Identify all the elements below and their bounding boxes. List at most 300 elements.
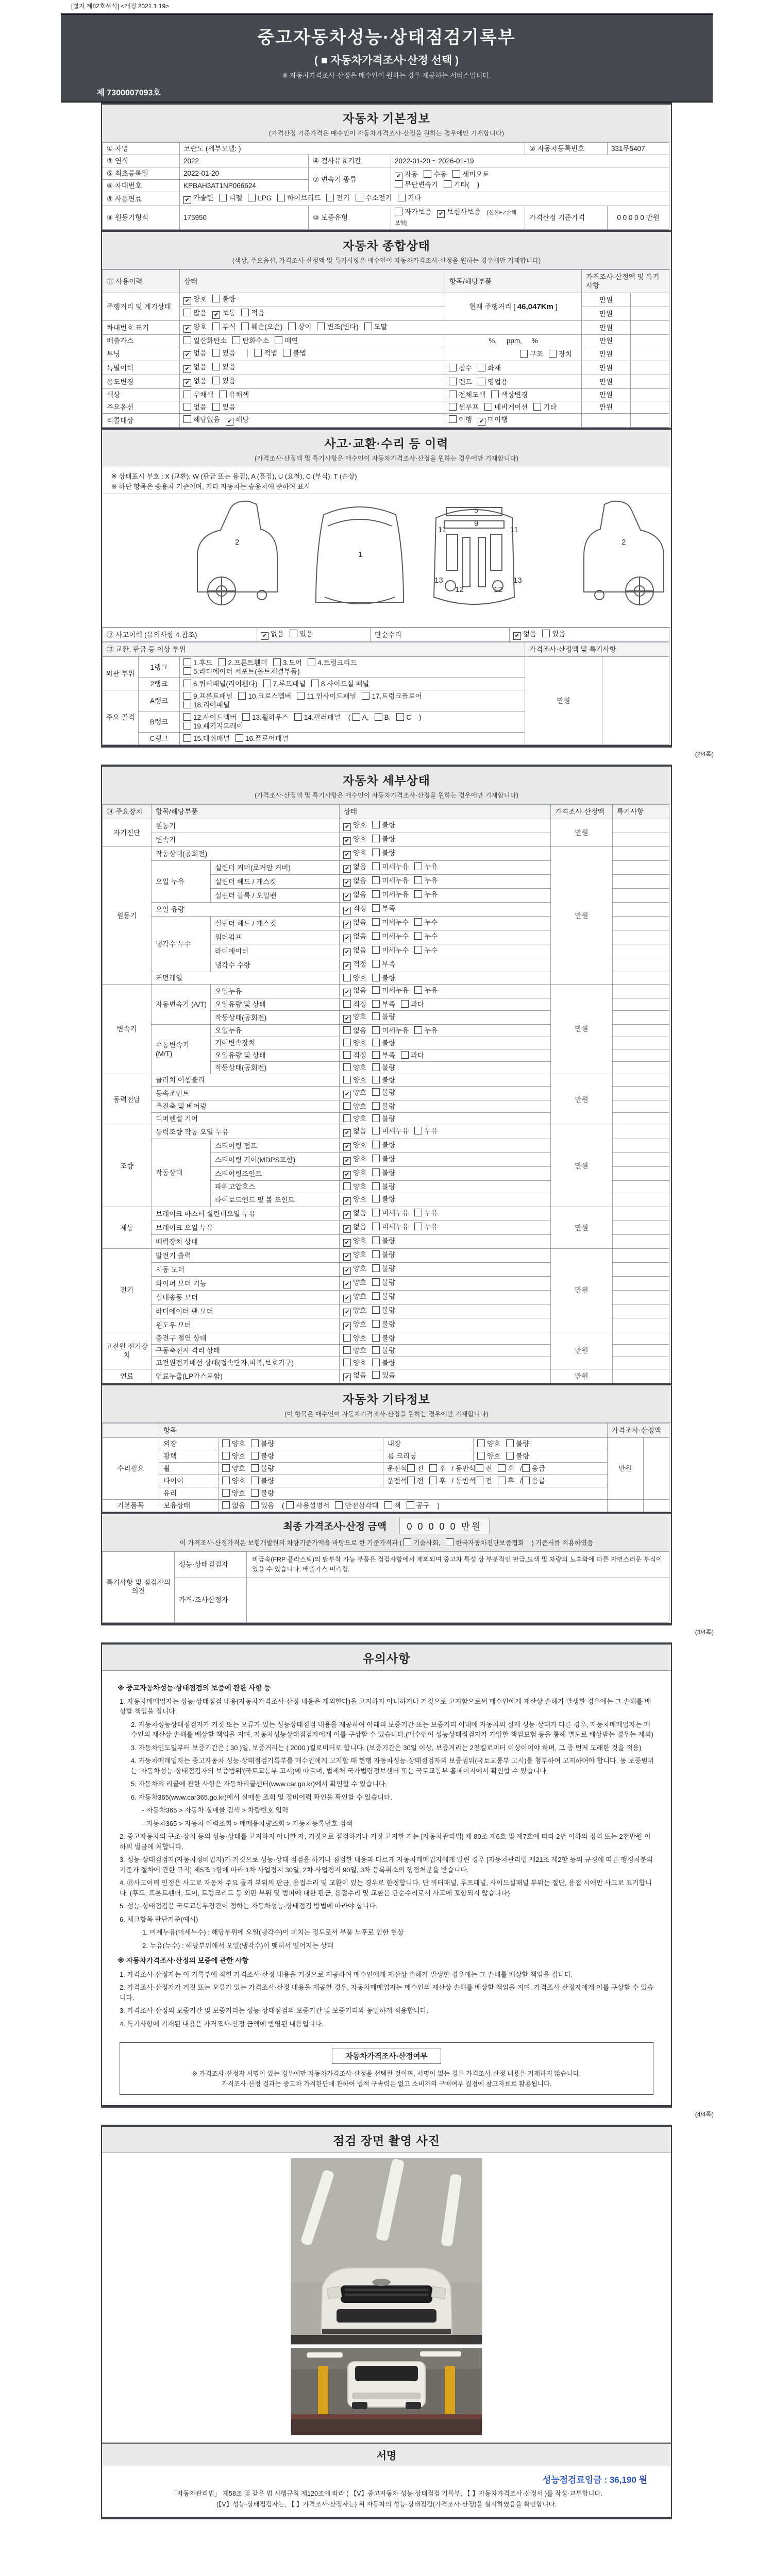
checkbox[interactable]: ✔ — [343, 1091, 351, 1098]
checkbox[interactable]: ✔ — [343, 948, 351, 956]
checkbox[interactable]: ✔ — [343, 1211, 351, 1219]
checkbox[interactable] — [372, 862, 380, 870]
checkbox-label: 기타( ) — [453, 181, 480, 189]
checkbox[interactable] — [372, 1359, 380, 1366]
checkbox-label: 기술사회, — [413, 1539, 441, 1547]
checkbox[interactable]: ✔ — [212, 311, 220, 319]
checkbox[interactable] — [219, 391, 227, 398]
checkbox[interactable] — [449, 391, 457, 398]
checkbox[interactable] — [343, 1026, 351, 1034]
cell — [340, 1011, 551, 1025]
checkbox[interactable] — [251, 1489, 259, 1497]
checkbox-label: 한국자동차진단보증협회 — [456, 1539, 524, 1547]
option — [372, 919, 409, 926]
cell: 특별이력 — [103, 361, 180, 375]
checkbox[interactable] — [248, 194, 256, 201]
checkbox[interactable]: ✔ — [513, 632, 521, 640]
checkbox[interactable] — [343, 1000, 351, 1008]
checkbox[interactable] — [372, 1371, 380, 1379]
checkbox-label: 불량 — [382, 821, 396, 829]
option — [236, 735, 289, 742]
checkbox[interactable]: ✔ — [226, 418, 233, 426]
checkbox[interactable] — [232, 336, 240, 344]
checkbox[interactable] — [372, 946, 380, 954]
cell: 유리 — [159, 1487, 219, 1500]
checkbox-label: 없음 — [353, 891, 367, 899]
checkbox[interactable]: ✔ — [343, 893, 351, 901]
checkbox[interactable]: ✔ — [478, 418, 485, 426]
option — [343, 1293, 366, 1300]
option — [275, 337, 298, 345]
checkbox[interactable] — [212, 323, 220, 330]
checkbox[interactable]: ✔ — [343, 823, 351, 831]
checkbox[interactable]: ✔ — [343, 1295, 351, 1302]
checkbox[interactable] — [183, 701, 191, 708]
checkbox[interactable]: ✔ — [343, 1267, 351, 1275]
checkbox[interactable] — [317, 323, 325, 330]
checkbox[interactable] — [263, 680, 271, 687]
checkbox[interactable]: ✔ — [343, 1197, 351, 1205]
cell — [631, 401, 669, 414]
checkbox[interactable] — [343, 1334, 351, 1342]
checkbox[interactable] — [343, 1359, 351, 1366]
checkbox[interactable] — [372, 986, 380, 994]
option — [444, 181, 479, 189]
checkbox[interactable] — [384, 1501, 392, 1509]
checkbox-label: 미세누유 — [382, 987, 409, 994]
checkbox[interactable] — [506, 1439, 514, 1447]
checkbox[interactable] — [449, 364, 457, 371]
cell: 만원 — [551, 819, 613, 847]
checkbox[interactable] — [542, 630, 550, 637]
option — [372, 877, 409, 885]
checkbox[interactable]: ✔ — [343, 1143, 351, 1151]
cell — [340, 1087, 551, 1100]
checkbox[interactable] — [372, 1209, 380, 1216]
section-title: 점검 장면 촬영 사진 — [333, 2134, 440, 2147]
checkbox[interactable] — [372, 974, 380, 981]
checkbox[interactable] — [372, 876, 380, 884]
checkbox[interactable] — [429, 1464, 437, 1472]
checkbox[interactable] — [476, 1477, 483, 1484]
cell — [340, 1153, 551, 1167]
checkbox[interactable] — [372, 1346, 380, 1354]
checkbox[interactable] — [183, 722, 191, 730]
checkbox[interactable] — [335, 1501, 343, 1509]
checkbox[interactable]: ✔ — [343, 1309, 351, 1316]
checkbox[interactable] — [519, 1464, 530, 1472]
checkbox[interactable] — [372, 1223, 380, 1230]
checkbox[interactable] — [407, 1501, 414, 1509]
checkbox[interactable] — [251, 1477, 259, 1484]
checkbox[interactable] — [343, 1102, 351, 1110]
notice-box-line: ※ 가격조사·산정자 서명이 있는 경우에만 자동차가격조사·산정을 선택한 것이며, 서명이 없는 경우 가격조사·산정 내용은 기재하지 않습니다. — [192, 2070, 581, 2077]
cell: 수동변속기 (M/T) — [152, 1025, 211, 1074]
checkbox[interactable] — [212, 363, 220, 370]
checkbox[interactable] — [414, 876, 422, 884]
checkbox[interactable] — [372, 1182, 380, 1190]
checkbox[interactable] — [372, 835, 380, 842]
checkbox[interactable] — [414, 1209, 422, 1216]
checkbox[interactable] — [372, 918, 380, 926]
checkbox[interactable] — [183, 415, 191, 423]
checkbox[interactable] — [414, 890, 422, 898]
checkbox-label: 유채색 — [229, 391, 249, 399]
checkbox[interactable] — [449, 415, 457, 423]
checkbox[interactable]: ✔ — [343, 1281, 351, 1289]
other-info-table — [102, 1423, 671, 1512]
checkbox[interactable]: ✔ — [343, 1225, 351, 1233]
checkbox[interactable] — [251, 1452, 259, 1460]
diagram-part-number: 2 — [235, 538, 240, 547]
cell — [340, 1249, 551, 1263]
checkbox[interactable] — [343, 1051, 351, 1059]
checkbox[interactable] — [452, 170, 460, 178]
checkbox[interactable] — [222, 1501, 230, 1509]
checkbox[interactable] — [286, 1501, 294, 1509]
section-detail-state — [102, 765, 671, 804]
cell: 2022-01-20 ~ 2026-01-19 — [391, 155, 669, 167]
checkbox[interactable] — [424, 170, 431, 178]
checkbox[interactable] — [277, 194, 285, 201]
checkbox[interactable] — [183, 391, 191, 398]
checkbox[interactable]: ✔ — [343, 837, 351, 845]
checkbox[interactable] — [414, 986, 422, 994]
checkbox[interactable] — [288, 323, 296, 330]
checkbox[interactable] — [396, 713, 404, 721]
checkbox[interactable] — [242, 713, 250, 721]
checkbox[interactable] — [414, 1026, 422, 1034]
cell: 색상 — [103, 389, 180, 401]
checkbox[interactable]: ✔ — [183, 379, 191, 387]
cell: 오일 유량 — [152, 903, 340, 917]
checkbox[interactable] — [491, 391, 499, 398]
checkbox[interactable]: ✔ — [343, 879, 351, 887]
checkbox[interactable] — [222, 1439, 230, 1447]
cell — [613, 833, 669, 847]
checkbox[interactable] — [549, 350, 557, 358]
checkbox[interactable]: ✔ — [343, 935, 351, 942]
checkbox[interactable]: ✔ — [343, 865, 351, 873]
checkbox[interactable] — [372, 1306, 380, 1314]
cell: C랭크 — [139, 733, 180, 745]
cell — [180, 293, 445, 307]
checkbox[interactable]: ✔ — [395, 173, 402, 180]
accident-notes — [102, 467, 671, 494]
checkbox[interactable]: ✔ — [343, 1323, 351, 1330]
cell: ⑧ 사용연료 — [103, 192, 180, 206]
checkbox[interactable] — [372, 1000, 380, 1008]
cell — [613, 1332, 669, 1345]
checkbox[interactable] — [372, 1051, 380, 1059]
checkbox[interactable]: ✔ — [343, 1015, 351, 1023]
checkbox[interactable] — [449, 378, 457, 385]
cell — [613, 1304, 669, 1318]
checkbox[interactable]: ✔ — [343, 1129, 351, 1137]
checkbox[interactable]: ✔ — [183, 297, 191, 305]
cell: 만원 — [582, 347, 631, 361]
checkbox[interactable] — [520, 350, 528, 358]
checkbox[interactable] — [275, 336, 282, 344]
checkbox[interactable] — [372, 1026, 380, 1034]
cell — [613, 1011, 669, 1025]
checkbox-label: 누유 — [424, 877, 438, 885]
checkbox[interactable] — [372, 1114, 380, 1122]
checkbox[interactable] — [372, 1063, 380, 1071]
checkbox[interactable]: ✔ — [183, 351, 191, 359]
checkbox[interactable] — [533, 403, 541, 411]
checkbox[interactable] — [476, 1464, 483, 1472]
checkbox[interactable] — [372, 1076, 380, 1083]
checkbox[interactable]: ✔ — [343, 1374, 351, 1381]
option — [343, 1183, 366, 1191]
cell — [631, 335, 669, 347]
checkbox[interactable] — [251, 1501, 259, 1509]
checkbox[interactable] — [477, 1452, 485, 1460]
checkbox[interactable]: ✔ — [183, 365, 191, 373]
checkbox[interactable] — [429, 1477, 437, 1484]
checkbox[interactable] — [398, 194, 406, 201]
checkbox[interactable] — [183, 680, 191, 687]
checkbox[interactable] — [414, 1223, 422, 1230]
checkbox[interactable] — [372, 849, 380, 856]
signature-header: 서명 — [102, 2443, 671, 2466]
cell — [340, 958, 551, 972]
checkbox[interactable] — [183, 734, 191, 742]
checkbox[interactable] — [519, 1477, 530, 1485]
checkbox[interactable] — [372, 1320, 380, 1328]
checkbox[interactable] — [372, 1334, 380, 1342]
cell: 스티어링 기어(MDPS포함) — [211, 1153, 340, 1167]
checkbox[interactable] — [414, 862, 422, 870]
checkbox[interactable]: ✔ — [437, 210, 445, 218]
notice-item: 6. 자동차365(www.car365.go.kr)에서 실매물 조회 및 정비이력 확인을 확인할 수 있습니다. — [131, 1793, 393, 1801]
checkbox[interactable] — [446, 1538, 453, 1546]
checkbox[interactable] — [372, 1155, 380, 1162]
checkbox[interactable]: ✔ — [343, 1157, 351, 1165]
section-title: 자동차 종합상태 — [343, 239, 430, 252]
cell: 만원 — [582, 389, 631, 401]
checkbox[interactable] — [414, 932, 422, 940]
checkbox[interactable] — [407, 1477, 415, 1484]
checkbox[interactable] — [372, 1236, 380, 1244]
checkbox[interactable] — [498, 1477, 506, 1484]
checkbox[interactable] — [407, 1464, 415, 1472]
checkbox[interactable] — [498, 1464, 506, 1472]
checkbox[interactable]: ✔ — [183, 325, 191, 333]
option — [261, 630, 284, 638]
checkbox[interactable] — [372, 1168, 380, 1176]
table-row — [103, 155, 669, 167]
checkbox-label: 양호 — [353, 1141, 367, 1149]
checkbox[interactable] — [372, 890, 380, 898]
option — [263, 680, 306, 688]
cell — [613, 1193, 669, 1207]
checkbox[interactable] — [372, 1127, 380, 1134]
checkbox[interactable] — [241, 309, 249, 316]
checkbox[interactable]: ✔ — [343, 989, 351, 996]
checkbox[interactable] — [372, 960, 380, 968]
checkbox[interactable] — [356, 194, 363, 201]
checkbox[interactable] — [222, 1452, 230, 1460]
checkbox[interactable] — [222, 1489, 230, 1497]
checkbox[interactable]: ✔ — [343, 851, 351, 859]
checkbox[interactable] — [222, 1477, 230, 1484]
option — [183, 714, 237, 721]
checkbox[interactable] — [183, 667, 191, 675]
section-notice — [102, 1642, 671, 1671]
checkbox[interactable] — [372, 1278, 380, 1286]
checkbox[interactable] — [444, 180, 451, 188]
checkbox[interactable] — [372, 1012, 380, 1020]
checkbox[interactable] — [375, 713, 382, 721]
checkbox-label: 불량 — [382, 1064, 396, 1072]
checkbox[interactable] — [414, 1127, 422, 1134]
checkbox[interactable] — [372, 821, 380, 828]
option — [288, 323, 311, 331]
checkbox[interactable] — [236, 734, 243, 742]
checkbox[interactable] — [212, 295, 220, 302]
option — [372, 849, 395, 857]
checkbox[interactable] — [362, 692, 369, 700]
checkbox[interactable] — [343, 1076, 351, 1083]
checkbox[interactable]: ✔ — [261, 632, 268, 640]
checkbox[interactable] — [372, 1250, 380, 1258]
checkbox[interactable] — [326, 194, 334, 201]
checkbox[interactable]: ✔ — [343, 921, 351, 928]
checkbox[interactable] — [343, 1114, 351, 1122]
checkbox[interactable] — [343, 1182, 351, 1190]
checkbox[interactable] — [183, 692, 191, 700]
cell — [613, 1345, 669, 1357]
option — [449, 364, 472, 372]
checkbox[interactable] — [212, 403, 220, 411]
checkbox[interactable] — [183, 336, 191, 344]
option — [372, 1237, 395, 1245]
checkbox[interactable] — [297, 692, 305, 700]
checkbox[interactable] — [364, 323, 372, 330]
option — [478, 378, 508, 386]
checkbox[interactable] — [212, 349, 220, 357]
checkbox[interactable] — [183, 713, 191, 721]
checkbox-label: 불량 — [382, 1307, 396, 1314]
checkbox[interactable] — [308, 658, 315, 666]
checkbox[interactable] — [372, 904, 380, 912]
checkbox[interactable] — [404, 1538, 411, 1546]
checkbox[interactable] — [212, 377, 220, 384]
checkbox[interactable] — [484, 403, 492, 411]
diagram-part-number: 1 — [358, 550, 363, 559]
checkbox[interactable] — [395, 208, 402, 215]
checkbox[interactable] — [251, 1464, 259, 1472]
cell: 커먼레일 — [152, 972, 340, 985]
option — [222, 1489, 245, 1497]
checkbox[interactable] — [372, 1292, 380, 1300]
checkbox[interactable] — [506, 1452, 514, 1460]
checkbox[interactable] — [372, 1039, 380, 1046]
checkbox[interactable] — [218, 658, 226, 666]
checkbox[interactable] — [294, 713, 302, 721]
option — [343, 835, 366, 843]
checkbox[interactable] — [251, 1439, 259, 1447]
checkbox[interactable] — [238, 692, 246, 700]
checkbox[interactable] — [414, 946, 422, 954]
checkbox[interactable] — [478, 364, 485, 371]
option — [226, 416, 249, 423]
checkbox[interactable]: ✔ — [343, 1171, 351, 1179]
checkbox[interactable] — [372, 932, 380, 940]
checkbox[interactable] — [343, 1039, 351, 1046]
checkbox-label: 해당 — [236, 416, 249, 423]
checkbox[interactable] — [372, 1195, 380, 1202]
notice-item: 5. 성능·상태점검은 국토교통부장관이 정하는 자동차성능·상태점검 방법에 따라야 합니다. — [120, 1902, 378, 1910]
checkbox[interactable] — [254, 349, 262, 357]
checkbox[interactable]: ✔ — [343, 907, 351, 914]
checkbox[interactable] — [449, 403, 457, 411]
checkbox-label: 양호 — [353, 974, 367, 982]
checkbox-label: 부족 — [382, 1001, 396, 1008]
option — [248, 194, 272, 202]
checkbox[interactable] — [343, 1346, 351, 1354]
checkbox[interactable] — [477, 1439, 485, 1447]
checkbox[interactable]: ✔ — [343, 1239, 351, 1247]
text: ] — [553, 303, 558, 311]
option — [212, 309, 236, 317]
checkbox-label: 없음 — [353, 919, 367, 926]
checkbox[interactable] — [222, 1464, 230, 1472]
option — [222, 1440, 245, 1448]
checkbox[interactable] — [283, 349, 291, 357]
checkbox[interactable] — [311, 680, 319, 687]
checkbox[interactable] — [401, 1000, 409, 1008]
cell: 만원 — [551, 1249, 613, 1332]
checkbox[interactable] — [478, 378, 485, 385]
option — [343, 1064, 366, 1072]
checkbox[interactable] — [343, 1063, 351, 1071]
checkbox[interactable] — [352, 713, 360, 721]
cell: ④ 검사유효기간 — [309, 155, 391, 167]
final-price-note — [102, 1538, 671, 1547]
checkbox[interactable] — [183, 658, 191, 666]
checkbox[interactable]: ✔ — [343, 962, 351, 970]
checkbox[interactable] — [372, 1088, 380, 1096]
checkbox[interactable] — [219, 194, 227, 201]
cell: 331무5407 — [608, 143, 669, 155]
checkbox[interactable] — [241, 323, 249, 330]
checkbox[interactable] — [183, 309, 191, 316]
checkbox-label: 가솔린 — [193, 194, 214, 202]
checkbox[interactable] — [414, 918, 422, 926]
cell: ⑨ 원동기형식 — [103, 206, 180, 230]
checkbox[interactable] — [395, 180, 402, 188]
cell — [180, 321, 582, 335]
checkbox[interactable] — [372, 1141, 380, 1148]
diagram-part-number: 12 — [455, 585, 464, 594]
checkbox[interactable] — [372, 1102, 380, 1110]
checkbox[interactable] — [372, 1264, 380, 1272]
checkbox[interactable] — [343, 974, 351, 981]
checkbox[interactable]: ✔ — [343, 1253, 351, 1261]
checkbox[interactable] — [273, 658, 281, 666]
cell — [180, 401, 445, 414]
checkbox[interactable] — [401, 1051, 409, 1059]
option — [404, 1539, 440, 1547]
checkbox[interactable] — [290, 630, 297, 637]
text: ) 기준서를 적용하였음 — [529, 1539, 594, 1547]
option — [414, 891, 438, 899]
checkbox[interactable]: ✔ — [183, 196, 191, 204]
checkbox[interactable] — [183, 403, 191, 411]
